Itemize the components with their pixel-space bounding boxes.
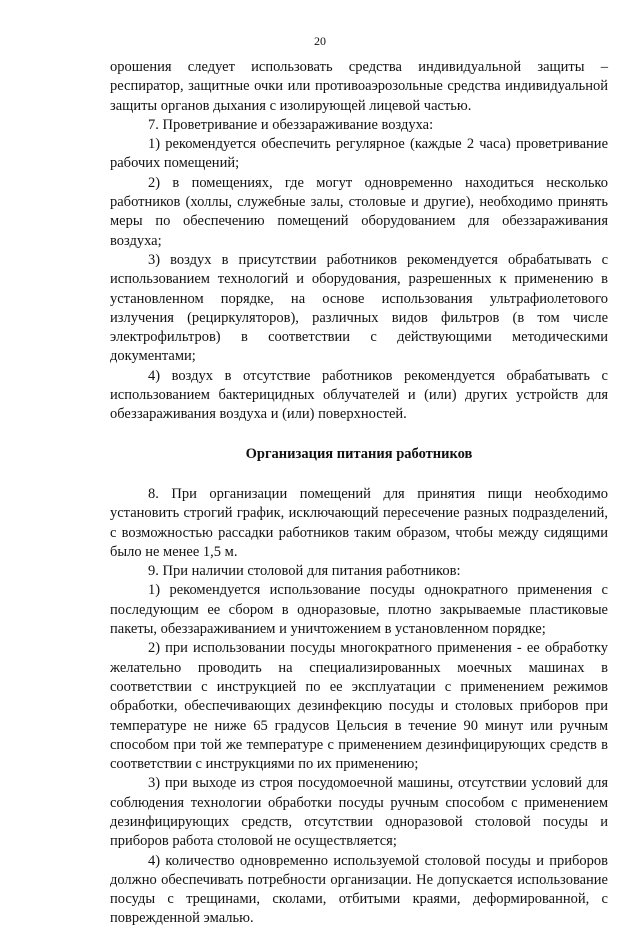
paragraph-item-7: 7. Проветривание и обеззараживание воздуха: [148,116,434,133]
paragraph-subitem-9-1: 1) рекомендуется использование посуды однократного применения с последующим ее сбором в одноразовые, плотно закрываемые пластиковые пакеты, обеззараживанием и уничтожением в установленном порядке; [110,582,608,638]
paragraph-subitem-7-4: 4) воздух в отсутствие работников рекомендуется обрабатывать с использованием бактерицидных облучателей и (или) других устройств для обеззараживания воздуха и (или) поверхностей. [110,367,608,423]
section-heading: Организация питания работников [245,445,473,462]
paragraph-subitem-7-3: 3) воздух в присутствии работников рекомендуется обрабатывать с использованием технологий и оборудования, разрешенных к применению в установленном порядке, на основе использования ультрафиолетового излучения (рециркуляторов), различных видов фильтров (в том числе электрофильтров) в соответствии с действующими методическими документами; [110,251,608,365]
page-number: 20 [314,34,326,48]
paragraph-subitem-7-2: 2) в помещениях, где могут одновременно находиться несколько работников (холлы, служебные залы, столовые и другие), необходимо принять меры по обеспечению помещений оборудованием для обеззараживания воздуха; [110,174,608,249]
paragraph-subitem-9-4: 4) количество одновременно используемой столовой посуды и приборов должно обеспечивать потребности организации. Не допускается использование посуды с трещинами, сколами, отбитыми краями, деформированной, с поврежденной эмалью. [110,852,608,927]
paragraph-item-9: 9. При наличии столовой для питания работников: [148,563,461,580]
paragraph-subitem-9-3: 3) при выходе из строя посудомоечной машины, отсутствии условий для соблюдения технологии обработки посуды ручным способом с применением дезинфицирующих средств, отсутствии одноразовой столовой посуды и приборов работа столовой не осуществляется; [110,775,608,850]
paragraph-item-8: 8. При организации помещений для принятия пищи необходимо установить строгий график, исключающий пересечение разных подразделений, с возможностью рассадки работников таким образом, чтобы между сидящими было не менее 1,5 м. [110,485,608,560]
paragraph-subitem-7-1: 1) рекомендуется обеспечить регулярное (каждые 2 часа) проветривание рабочих помещений; [110,136,608,172]
document-body [110,58,608,929]
paragraph-continuation: орошения следует использовать средства индивидуальной защиты – респиратор, защитные очки или противоаэрозольные средства индивидуальной защиты органов дыхания с изолирующей лицевой частью. [110,59,608,114]
paragraph-subitem-9-2: 2) при использовании посуды многократного применения - ее обработку желательно проводить на специализированных моечных машинах в соответствии с инструкцией по ее эксплуатации с применением режимов обработки, обеспечивающих дезинфекцию посуды и столовых приборов при температуре не ниже 65 градусов Цельсия в течение 90 минут или ручным способом при той же температуре с применением дезинфицирующих средств в соответствии с инструкциями по их применению; [110,640,608,773]
